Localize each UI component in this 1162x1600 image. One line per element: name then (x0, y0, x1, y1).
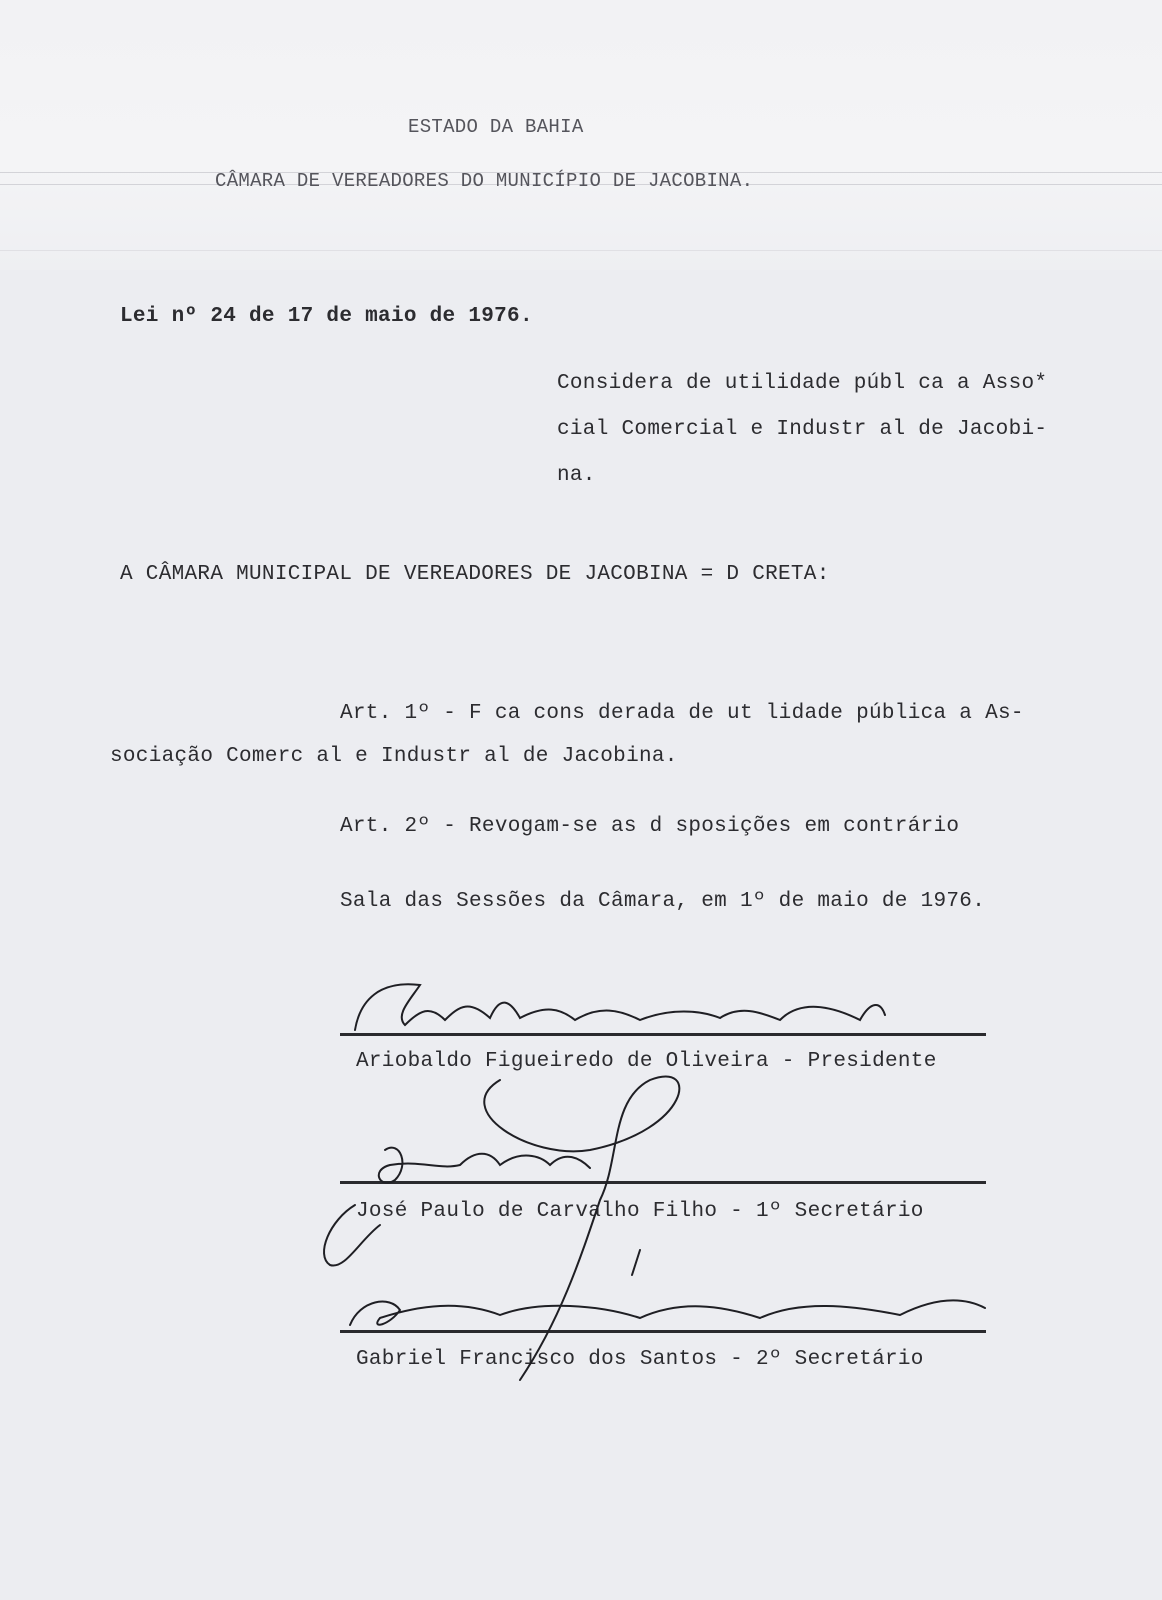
decree-line: A CÂMARA MUNICIPAL DE VEREADORES DE JACOBINA = D CRETA: (120, 563, 830, 586)
signatory-name: Gabriel Francisco dos Santos - 2º Secretário (356, 1348, 924, 1371)
signature-2 (379, 1148, 590, 1183)
signature-line (340, 1330, 986, 1333)
state-heading: ESTADO DA BAHIA (408, 116, 584, 138)
signature-3 (350, 1301, 985, 1325)
pen-mark (632, 1250, 640, 1275)
signature-line (340, 1181, 986, 1184)
signature-line (340, 1033, 986, 1036)
article-1-line-2: sociação Comerc al e Industr al de Jacobina. (110, 745, 678, 768)
signature-flourish (484, 1076, 679, 1380)
signatory-name: Ariobaldo Figueiredo de Oliveira - Presidente (356, 1050, 937, 1073)
article-2: Art. 2º - Revogam-se as d sposições em contrário (340, 815, 960, 838)
summary-line: na. (557, 464, 596, 487)
law-title: Lei nº 24 de 17 de maio de 1976. (120, 305, 533, 328)
article-1-line-1: Art. 1º - F ca cons derada de ut lidade pública a As- (340, 702, 1024, 725)
session-line: Sala das Sessões da Câmara, em 1º de maio de 1976. (340, 890, 986, 913)
scan-line (0, 250, 1162, 251)
signatory-name: José Paulo de Carvalho Filho - 1º Secretário (356, 1200, 924, 1223)
summary-line: cial Comercial e Industr al de Jacobi- (557, 418, 1048, 441)
chamber-heading: CÂMARA DE VEREADORES DO MUNICÍPIO DE JACOBINA. (215, 170, 754, 192)
summary-line: Considera de utilidade públ ca a Asso* (557, 372, 1048, 395)
signature-1 (355, 984, 885, 1030)
